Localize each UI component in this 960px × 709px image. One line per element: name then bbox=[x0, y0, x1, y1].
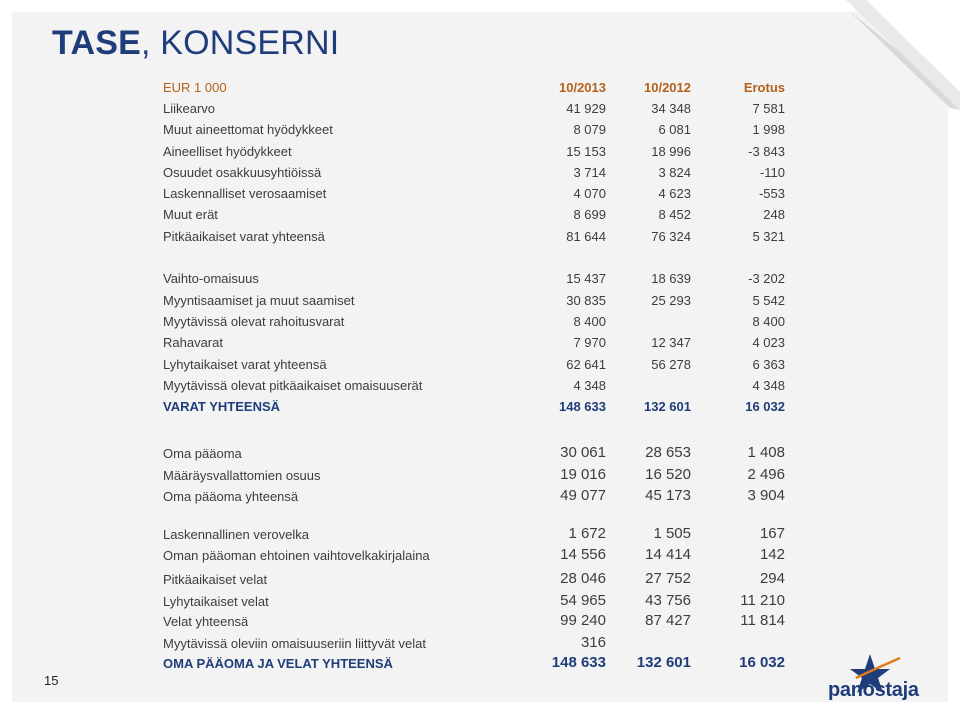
value-10-2013: 8 699 bbox=[573, 207, 606, 222]
value-10-2013: 62 641 bbox=[566, 357, 606, 372]
table-row bbox=[163, 271, 785, 291]
page-curl-decoration bbox=[846, 0, 960, 110]
value-erotus: 7 581 bbox=[752, 101, 785, 116]
value-10-2013: 28 046 bbox=[560, 570, 606, 587]
value-erotus: 2 496 bbox=[747, 466, 785, 483]
row-label: Laskennalliset verosaamiset bbox=[163, 186, 327, 201]
row-label: Myyntisaamiset ja muut saamiset bbox=[163, 293, 355, 308]
value-10-2012: 8 452 bbox=[658, 207, 691, 222]
row-label: Vaihto-omaisuus bbox=[163, 271, 259, 286]
page-title: TASE, KONSERNI bbox=[52, 24, 340, 62]
value-erotus: 167 bbox=[759, 525, 785, 542]
value-erotus: 16 032 bbox=[745, 399, 785, 414]
table-row bbox=[163, 357, 785, 377]
value-erotus: -110 bbox=[759, 165, 785, 180]
row-label: Laskennallinen verovelka bbox=[163, 527, 309, 542]
row-label: Pitkäaikaiset velat bbox=[163, 572, 268, 587]
value-erotus: -553 bbox=[758, 186, 785, 201]
table-row bbox=[163, 101, 785, 121]
column-header-10-2013: 10/2013 bbox=[559, 80, 606, 95]
value-10-2013: 30 061 bbox=[560, 444, 606, 461]
value-10-2012: 132 601 bbox=[644, 399, 691, 414]
row-label: Rahavarat bbox=[163, 335, 223, 350]
row-label: Lyhytaikaiset varat yhteensä bbox=[163, 357, 327, 372]
row-label: Aineelliset hyödykkeet bbox=[163, 144, 292, 159]
value-10-2012: 18 639 bbox=[651, 271, 691, 286]
table-row bbox=[163, 489, 785, 509]
row-label: Velat yhteensä bbox=[163, 614, 249, 629]
table-header bbox=[163, 80, 785, 100]
value-10-2012: 16 520 bbox=[645, 466, 691, 483]
row-label: Määräysvallattomien osuus bbox=[163, 468, 321, 483]
column-header-erotus: Erotus bbox=[743, 80, 785, 95]
value-erotus: 5 321 bbox=[752, 229, 785, 244]
value-10-2012: 132 601 bbox=[636, 654, 691, 671]
value-10-2013: 19 016 bbox=[560, 466, 606, 483]
table-row-total-equity-liabilities bbox=[163, 656, 785, 676]
value-erotus: 248 bbox=[763, 207, 785, 222]
table-row-total-assets bbox=[163, 399, 785, 419]
value-10-2013: 99 240 bbox=[560, 612, 606, 629]
value-10-2012: 4 623 bbox=[658, 186, 691, 201]
value-10-2012: 34 348 bbox=[651, 101, 691, 116]
table-row bbox=[163, 468, 785, 488]
row-label: Lyhytaikaiset velat bbox=[163, 594, 269, 609]
table-row bbox=[163, 229, 785, 249]
table-row bbox=[163, 594, 785, 614]
table-row bbox=[163, 293, 785, 313]
value-10-2013: 8 400 bbox=[573, 314, 606, 329]
row-label: Myytävissä oleviin omaisuuseriin liittyvät velat bbox=[163, 636, 426, 651]
value-10-2012: 1 505 bbox=[653, 525, 691, 542]
value-erotus: 8 400 bbox=[752, 314, 785, 329]
table-row bbox=[163, 527, 785, 547]
row-label: OMA PÄÄOMA JA VELAT YHTEENSÄ bbox=[163, 656, 393, 671]
row-label: Osuudet osakkuusyhtiöissä bbox=[163, 165, 322, 180]
table-row bbox=[163, 314, 785, 334]
value-erotus: 1 408 bbox=[747, 444, 785, 461]
value-erotus: 4 023 bbox=[752, 335, 785, 350]
value-erotus: 5 542 bbox=[752, 293, 785, 308]
value-erotus: 6 363 bbox=[752, 357, 785, 372]
value-10-2013: 7 970 bbox=[573, 335, 606, 350]
table-row bbox=[163, 207, 785, 227]
row-label: Muut aineettomat hyödykkeet bbox=[163, 122, 333, 137]
value-10-2013: 15 153 bbox=[566, 144, 606, 159]
value-10-2012: 76 324 bbox=[651, 229, 691, 244]
value-10-2012: 6 081 bbox=[658, 122, 691, 137]
value-erotus: 11 814 bbox=[740, 612, 785, 629]
row-label: Oma pääoma yhteensä bbox=[163, 489, 299, 504]
value-10-2012: 43 756 bbox=[645, 592, 691, 609]
value-10-2012: 14 414 bbox=[645, 546, 691, 563]
table-row bbox=[163, 186, 785, 206]
row-label: Myytävissä olevat rahoitusvarat bbox=[163, 314, 345, 329]
value-10-2013: 1 672 bbox=[568, 525, 606, 542]
value-10-2012: 28 653 bbox=[645, 444, 691, 461]
table-row bbox=[163, 335, 785, 355]
value-erotus: 16 032 bbox=[739, 654, 785, 671]
table-row bbox=[163, 165, 785, 185]
value-10-2013: 81 644 bbox=[566, 229, 606, 244]
table-row bbox=[163, 636, 785, 656]
row-label: Oman pääoman ehtoinen vaihtovelkakirjalaina bbox=[163, 548, 430, 563]
value-erotus: 11 210 bbox=[740, 592, 785, 609]
value-10-2012: 3 824 bbox=[658, 165, 691, 180]
value-10-2013: 316 bbox=[580, 634, 606, 651]
page-number: 15 bbox=[44, 673, 59, 688]
logo-wordmark: panostaja bbox=[828, 679, 919, 701]
value-10-2013: 41 929 bbox=[566, 101, 606, 116]
value-10-2013: 49 077 bbox=[560, 487, 606, 504]
value-10-2013: 14 556 bbox=[560, 546, 606, 563]
table-row bbox=[163, 614, 785, 634]
value-10-2012: 45 173 bbox=[645, 487, 691, 504]
value-10-2012: 18 996 bbox=[651, 144, 691, 159]
row-label: Pitkäaikaiset varat yhteensä bbox=[163, 229, 325, 244]
row-label: Muut erät bbox=[163, 207, 218, 222]
table-row bbox=[163, 446, 785, 466]
table-row bbox=[163, 548, 785, 568]
value-10-2013: 4 070 bbox=[573, 186, 606, 201]
row-label: Oma pääoma bbox=[163, 446, 242, 461]
value-erotus: -3 843 bbox=[748, 144, 785, 159]
value-10-2013: 15 437 bbox=[566, 271, 606, 286]
value-10-2012: 27 752 bbox=[645, 570, 691, 587]
value-10-2012: 56 278 bbox=[651, 357, 691, 372]
value-10-2012: 25 293 bbox=[651, 293, 691, 308]
row-label: Liikearvo bbox=[163, 101, 216, 116]
value-10-2013: 3 714 bbox=[573, 165, 606, 180]
value-erotus: -3 202 bbox=[748, 271, 785, 286]
value-10-2013: 148 633 bbox=[551, 654, 606, 671]
value-erotus: 1 998 bbox=[752, 122, 785, 137]
column-header-label: EUR 1 000 bbox=[163, 80, 227, 95]
value-10-2013: 4 348 bbox=[573, 378, 606, 393]
table-row bbox=[163, 144, 785, 164]
row-label: VARAT YHTEENSÄ bbox=[163, 399, 281, 414]
table-row bbox=[163, 572, 785, 592]
value-erotus: 294 bbox=[759, 570, 785, 587]
row-label: Myytävissä olevat pitkäaikaiset omaisuuserät bbox=[163, 378, 423, 393]
value-10-2012: 12 347 bbox=[651, 335, 691, 350]
column-header-10-2012: 10/2012 bbox=[644, 80, 691, 95]
value-erotus: 142 bbox=[759, 546, 785, 563]
value-erotus: 3 904 bbox=[747, 487, 785, 504]
table-row bbox=[163, 378, 785, 398]
table-row bbox=[163, 122, 785, 142]
value-10-2013: 8 079 bbox=[573, 122, 606, 137]
value-10-2013: 54 965 bbox=[560, 592, 606, 609]
value-10-2012: 87 427 bbox=[645, 612, 691, 629]
value-erotus: 4 348 bbox=[752, 378, 785, 393]
value-10-2013: 148 633 bbox=[559, 399, 606, 414]
value-10-2013: 30 835 bbox=[566, 293, 606, 308]
